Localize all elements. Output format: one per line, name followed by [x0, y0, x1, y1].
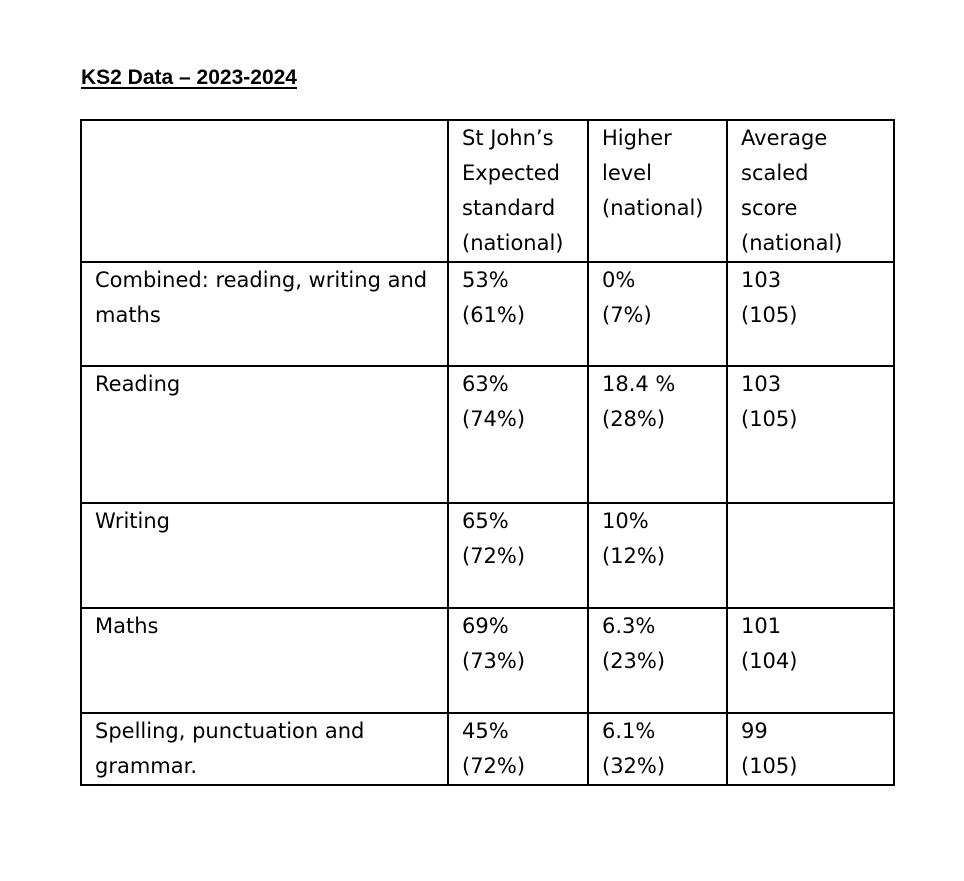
- header-subject-cell: [81, 120, 448, 262]
- ks2-results-table: [80, 119, 895, 786]
- subject-cell: Reading: [81, 366, 448, 503]
- header-line: (national): [741, 231, 843, 255]
- header-line: St John’s: [462, 126, 554, 150]
- school-value: 63%: [462, 372, 509, 396]
- national-value: (61%): [462, 303, 526, 327]
- higher-cell: [588, 503, 727, 608]
- header-expected-standard: [448, 120, 588, 262]
- national-value: (32%): [602, 754, 666, 778]
- table-row-spag: [81, 713, 894, 785]
- header-line: (national): [462, 231, 564, 255]
- subject-cell: Writing: [81, 503, 448, 608]
- document-title: KS2 Data – 2023-2024: [81, 66, 297, 89]
- national-value: (105): [741, 754, 798, 778]
- subject-cell: Maths: [81, 608, 448, 713]
- scaled-cell: [727, 713, 894, 785]
- header-line: Higher: [602, 126, 672, 150]
- header-line: score: [741, 196, 798, 220]
- school-value: 6.1%: [602, 719, 656, 743]
- national-value: (74%): [462, 407, 526, 431]
- header-line: Expected: [462, 161, 560, 185]
- scaled-cell: [727, 503, 894, 608]
- table-row-reading: [81, 366, 894, 503]
- expected-cell: [448, 503, 588, 608]
- expected-cell: [448, 608, 588, 713]
- school-value: 101: [741, 614, 782, 638]
- header-line: Average: [741, 126, 828, 150]
- header-higher-level: [588, 120, 727, 262]
- school-value: 45%: [462, 719, 509, 743]
- scaled-cell: [727, 366, 894, 503]
- school-value: 53%: [462, 268, 509, 292]
- higher-cell: [588, 262, 727, 366]
- school-value: 65%: [462, 509, 509, 533]
- national-value: (28%): [602, 407, 666, 431]
- national-value: (72%): [462, 544, 526, 568]
- expected-cell: [448, 262, 588, 366]
- school-value: 103: [741, 372, 782, 396]
- higher-cell: [588, 713, 727, 785]
- higher-cell: [588, 366, 727, 503]
- table-row-maths: [81, 608, 894, 713]
- table-row-writing: [81, 503, 894, 608]
- national-value: (105): [741, 407, 798, 431]
- national-value: (104): [741, 649, 798, 673]
- national-value: (105): [741, 303, 798, 327]
- header-line: level: [602, 161, 652, 185]
- expected-cell: [448, 713, 588, 785]
- school-value: 103: [741, 268, 782, 292]
- national-value: (23%): [602, 649, 666, 673]
- table-row-combined: [81, 262, 894, 366]
- header-average-scaled-score: [727, 120, 894, 262]
- expected-cell: [448, 366, 588, 503]
- school-value: 0%: [602, 268, 636, 292]
- header-line: standard: [462, 196, 556, 220]
- national-value: (12%): [602, 544, 666, 568]
- school-value: 18.4 %: [602, 372, 676, 396]
- school-value: 6.3%: [602, 614, 656, 638]
- national-value: (7%): [602, 303, 652, 327]
- school-value: 69%: [462, 614, 509, 638]
- header-line: (national): [602, 196, 704, 220]
- table-header-row: [81, 120, 894, 262]
- higher-cell: [588, 608, 727, 713]
- subject-cell: Spelling, punctuation and grammar.: [81, 713, 448, 785]
- national-value: (73%): [462, 649, 526, 673]
- header-line: scaled: [741, 161, 809, 185]
- school-value: 10%: [602, 509, 649, 533]
- subject-cell: Combined: reading, writing and maths: [81, 262, 448, 366]
- national-value: (72%): [462, 754, 526, 778]
- scaled-cell: [727, 262, 894, 366]
- school-value: 99: [741, 719, 768, 743]
- scaled-cell: [727, 608, 894, 713]
